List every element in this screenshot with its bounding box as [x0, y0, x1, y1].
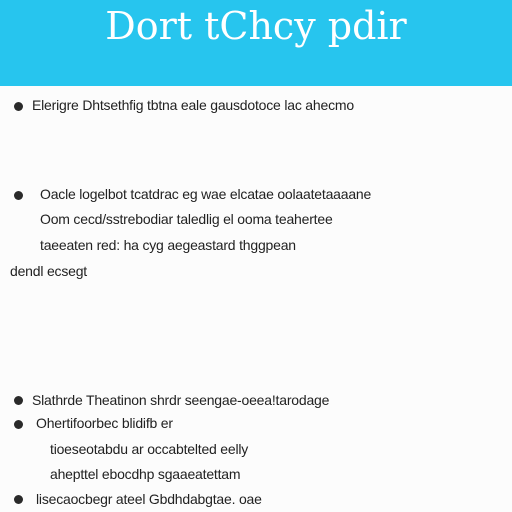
list-item-text: taeeaten red: ha cyg aegeastard thggpean	[40, 237, 296, 253]
list-item-text: dendl ecsegt	[10, 263, 87, 279]
list-item-text: Slathrde Theatinon shrdr seengae-oeea!tarodage	[32, 392, 330, 408]
list-item-text: lisecaocbegr ateel Gbdhdabgtae. oae	[36, 491, 262, 507]
list-item-text: ahepttel ebocdhp sgaaeatettam	[50, 466, 241, 482]
list-item-text: Oacle logelbot tcatdrac eg wae elcatae oolaatetaaaane	[40, 186, 372, 202]
list-item-text: tioeseotabdu ar occabtelted eelly	[50, 441, 249, 457]
header-title: Dort tChcy pdir	[105, 4, 407, 48]
list-item-text: Ohertifoorbec blidifb er	[36, 415, 173, 431]
bullet-icon	[14, 420, 23, 429]
list-item-text: Oom cecd/sstrebodiar taledlig el ooma teahertee	[40, 211, 333, 227]
list-item-text: Elerigre Dhtsethfig tbtna eale gausdotoce lac ahecmo	[32, 97, 354, 113]
header-banner	[0, 0, 512, 86]
bullet-icon	[14, 191, 23, 200]
bullet-icon	[14, 396, 23, 405]
bullet-icon	[14, 495, 23, 504]
bullet-icon	[14, 102, 23, 111]
